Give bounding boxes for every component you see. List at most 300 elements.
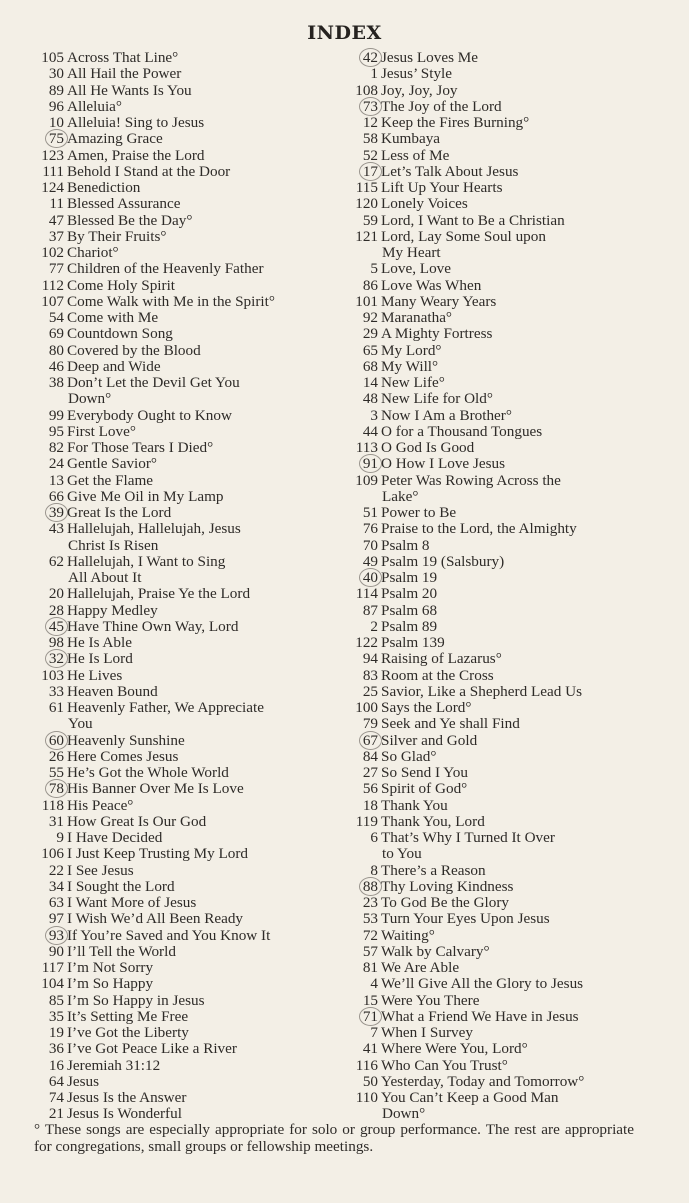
hymn-number-text: 103 [41, 666, 64, 684]
hymn-number [20, 245, 67, 261]
hymn-number-text: 121 [355, 227, 378, 245]
index-entry [334, 83, 664, 99]
hymn-number [334, 993, 381, 1009]
index-entry [334, 196, 664, 212]
hymn-number-text: 78 [45, 779, 68, 798]
index-entry [20, 180, 338, 196]
hymn-number-text: 13 [48, 471, 64, 489]
hymn-number-text: 21 [48, 1105, 64, 1123]
hymn-title: Alleluia! Sing to Jesus [67, 114, 205, 131]
hymn-number-text: 63 [48, 894, 64, 911]
index-entry [334, 50, 664, 66]
hymn-number-text: 70 [362, 536, 378, 554]
index-entry [20, 1025, 338, 1041]
index-entry [334, 798, 664, 814]
index-entry [334, 66, 664, 82]
hymn-number-text: 22 [48, 861, 64, 879]
hymn-title: Jesus Is the Answer [67, 1089, 187, 1106]
hymn-number [20, 944, 67, 960]
index-entry [20, 1058, 338, 1074]
hymn-number-circled [20, 131, 67, 147]
hymn-title: Jesus [67, 1072, 100, 1090]
hymn-number-text: 81 [362, 959, 378, 976]
hymn-title: Alleluia° [67, 97, 122, 115]
hymn-number-text: 90 [48, 942, 64, 960]
hymn-number [334, 1074, 381, 1090]
hymn-number-text: 25 [362, 682, 378, 700]
hymn-title: Kumbaya [381, 130, 441, 148]
hymn-number [334, 1025, 381, 1041]
hymn-number [20, 326, 67, 342]
index-entry [334, 326, 664, 342]
hymn-number-circled [20, 505, 67, 521]
hymn-number-text: 46 [48, 357, 64, 375]
hymn-number-text: 18 [362, 796, 378, 814]
hymn-number-text: 7 [370, 1024, 378, 1041]
hymn-number [20, 1074, 67, 1090]
index-entry [20, 343, 338, 359]
hymn-number-text: 74 [48, 1089, 64, 1106]
index-entry [334, 570, 664, 586]
hymn-number-text: 122 [355, 634, 378, 651]
hymn-number-circled [20, 733, 67, 749]
hymn-number-text: 31 [48, 812, 64, 830]
hymn-number [334, 148, 381, 164]
hymn-title: Many Weary Years [381, 292, 497, 310]
hymn-number [334, 684, 381, 700]
index-entry [334, 765, 664, 781]
hymn-title: Silver and Gold [381, 731, 478, 749]
hymn-number [20, 960, 67, 976]
hymn-title: I’ve Got the Liberty [67, 1024, 189, 1041]
hymn-number-text: 91 [359, 454, 382, 473]
index-entry [334, 586, 664, 602]
hymn-number [20, 229, 67, 245]
hymn-number [334, 651, 381, 667]
hymn-title: Psalm 19 [381, 569, 438, 586]
hymn-title: Blessed Be the Day° [67, 211, 193, 229]
index-entry [334, 1058, 664, 1074]
hymn-title: So Send I You [381, 764, 468, 781]
hymn-title: I Have Decided [67, 829, 163, 846]
hymn-number-text: 15 [362, 991, 378, 1009]
hymn-number [334, 326, 381, 342]
hymn-number-text: 123 [41, 146, 64, 164]
hymn-title: I’m So Happy [67, 975, 154, 993]
index-entry [334, 310, 664, 326]
hymn-title: Jesus Loves Me [381, 49, 479, 66]
hymn-number-text: 79 [362, 715, 378, 733]
index-entry [334, 716, 664, 732]
index-entry [334, 976, 664, 992]
hymn-title: Covered by the Blood [67, 341, 201, 359]
hymn-title: Come Walk with Me in the Spirit° [67, 292, 275, 310]
index-entry [20, 911, 338, 927]
hymn-number [20, 749, 67, 765]
hymn-number [20, 408, 67, 424]
hymn-number-circled [20, 928, 67, 944]
index-entry [20, 66, 338, 82]
index-entry [334, 733, 664, 749]
hymn-number-text: 108 [355, 81, 378, 99]
hymn-number-text: 32 [45, 649, 68, 668]
hymn-number-text: 14 [362, 374, 378, 391]
hymn-number [20, 424, 67, 440]
index-entry [334, 993, 664, 1009]
index-entry [20, 115, 338, 131]
index-entry [20, 603, 338, 619]
index-entry [20, 213, 338, 229]
hymn-title: Here Comes Jesus [67, 747, 179, 765]
hymn-title-continuation: Christ Is Risen [68, 536, 159, 554]
index-entry [20, 375, 338, 391]
index-entry [334, 148, 664, 164]
hymn-title: Psalm 19 (Salsbury) [381, 552, 505, 570]
hymn-title: Love Was When [381, 276, 482, 294]
index-entry [20, 326, 338, 342]
hymn-title: I’m So Happy in Jesus [67, 991, 205, 1009]
hymn-title: I Sought the Lord [67, 877, 175, 895]
hymn-title: Maranatha° [381, 309, 453, 326]
index-entry [334, 473, 664, 489]
hymn-number-text: 34 [48, 877, 64, 895]
hymn-number-text: 84 [362, 747, 378, 765]
hymn-number [334, 668, 381, 684]
hymn-title: I Want More of Jesus [67, 894, 197, 911]
hymn-number [20, 99, 67, 115]
hymn-number-text: 36 [48, 1040, 64, 1058]
hymn-number [334, 505, 381, 521]
index-entry [20, 229, 338, 245]
hymn-number-text: 52 [362, 146, 378, 164]
index-entry [334, 261, 664, 277]
hymn-number-text: 50 [362, 1072, 378, 1090]
hymn-title: That’s Why I Turned It Over [381, 829, 555, 846]
index-entry [20, 814, 338, 830]
hymn-title: Behold I Stand at the Door [67, 162, 231, 180]
index-entry [20, 131, 338, 147]
index-entry [334, 603, 664, 619]
index-entry [334, 684, 664, 700]
index-entry [334, 619, 664, 635]
index-entry [20, 408, 338, 424]
hymn-number [334, 375, 381, 391]
index-entry [20, 50, 338, 66]
index-entry [334, 814, 664, 830]
hymn-number-text: 42 [359, 48, 382, 67]
hymn-title: Across That Line° [67, 49, 179, 66]
hymn-title: I’ll Tell the World [67, 942, 176, 960]
index-entry [334, 440, 664, 456]
hymn-title: Psalm 20 [381, 585, 438, 603]
hymn-number [334, 180, 381, 196]
hymn-number-text: 30 [48, 65, 64, 83]
index-entry [334, 521, 664, 537]
hymn-number [20, 798, 67, 814]
index-entry [20, 928, 338, 944]
index-entry [334, 229, 664, 245]
index-entry [334, 391, 664, 407]
hymn-number [334, 944, 381, 960]
hymn-number-text: 56 [362, 780, 378, 798]
hymn-title-continuation: Lake° [382, 487, 419, 505]
index-entry [20, 196, 338, 212]
hymn-title: Come Holy Spirit [67, 276, 176, 294]
index-entry [20, 278, 338, 294]
hymn-number [334, 1041, 381, 1057]
hymn-number [20, 603, 67, 619]
hymn-title: Deep and Wide [67, 357, 161, 375]
hymn-number-text: 118 [41, 796, 64, 814]
index-entry [20, 619, 338, 635]
hymn-title: Keep the Fires Burning° [381, 114, 530, 131]
hymn-title-continuation: Down° [68, 390, 112, 408]
hymn-number-text: 82 [48, 439, 64, 456]
hymn-title: Praise to the Lord, the Almighty [381, 520, 577, 538]
index-entry [20, 489, 338, 505]
hymn-title: O for a Thousand Tongues [381, 422, 543, 440]
index-entry [20, 1090, 338, 1106]
hymn-number [334, 863, 381, 879]
hymn-number [334, 586, 381, 602]
hymn-title: Children of the Heavenly Father [67, 260, 264, 278]
hymn-title: Let’s Talk About Jesus [381, 162, 519, 180]
hymn-number [20, 473, 67, 489]
hymn-number [334, 619, 381, 635]
hymn-title: New Life° [381, 374, 445, 391]
hymn-title: To God Be the Glory [381, 894, 510, 911]
index-entry [334, 1041, 664, 1057]
hymn-number [20, 521, 67, 537]
hymn-title: For Those Tears I Died° [67, 439, 214, 456]
hymn-number [334, 408, 381, 424]
hymn-number [20, 343, 67, 359]
hymn-title: He’s Got the Whole World [67, 764, 229, 781]
hymn-number [334, 131, 381, 147]
hymn-number-text: 53 [362, 910, 378, 928]
index-entry [334, 944, 664, 960]
hymn-title: Psalm 8 [381, 536, 430, 554]
hymn-number [20, 554, 67, 570]
hymn-title: Says the Lord° [381, 699, 472, 716]
hymn-title: He Lives [67, 666, 123, 684]
hymn-number-text: 106 [41, 845, 64, 863]
hymn-number-text: 97 [48, 910, 64, 928]
index-entry [20, 765, 338, 781]
hymn-number-text: 8 [370, 861, 378, 879]
index-entry [334, 1009, 664, 1025]
hymn-title: I Just Keep Trusting My Lord [67, 845, 248, 863]
hymn-title: All He Wants Is You [67, 81, 192, 99]
index-entry [334, 131, 664, 147]
hymn-number-text: 98 [48, 634, 64, 651]
hymn-number-text: 28 [48, 601, 64, 619]
hymn-number-circled [334, 164, 381, 180]
hymn-number [334, 1090, 381, 1106]
index-entry [20, 668, 338, 684]
hymn-number-circled [334, 879, 381, 895]
hymn-title: Walk by Calvary° [381, 942, 490, 960]
hymn-number [20, 50, 67, 66]
hymn-number [20, 846, 67, 862]
hymn-number-text: 61 [48, 699, 64, 716]
hymn-number [20, 164, 67, 180]
index-entry [20, 359, 338, 375]
index-entry [334, 424, 664, 440]
hymn-title: Countdown Song [67, 325, 173, 343]
index-entry [334, 1025, 664, 1041]
index-entry [334, 408, 664, 424]
hymn-title: Lord, Lay Some Soul upon [381, 227, 546, 245]
hymn-title: The Joy of the Lord [381, 97, 502, 115]
hymn-number [334, 928, 381, 944]
hymn-number [334, 310, 381, 326]
index-entry [334, 1074, 664, 1090]
hymn-title: Jesus Is Wonderful [67, 1105, 182, 1123]
hymn-title: Thank You, Lord [381, 812, 485, 830]
hymn-number-text: 73 [359, 97, 382, 116]
hymn-number [334, 895, 381, 911]
index-entry [20, 895, 338, 911]
hymn-number [20, 261, 67, 277]
hymn-number-text: 9 [56, 829, 64, 846]
hymn-number-text: 27 [362, 764, 378, 781]
hymn-title: Psalm 68 [381, 601, 438, 619]
hymn-title: If You’re Saved and You Know It [67, 926, 271, 944]
hymn-number-circled [334, 1009, 381, 1025]
hymn-title: Raising of Lazarus° [381, 650, 502, 668]
hymn-number-circled [334, 50, 381, 66]
hymn-number-text: 2 [370, 617, 378, 635]
index-entry [20, 781, 338, 797]
hymn-title-continuation: to You [382, 845, 422, 863]
hymn-number-text: 87 [362, 601, 378, 619]
hymn-title: I Wish We’d All Been Ready [67, 910, 244, 928]
hymn-title: How Great Is Our God [67, 812, 207, 830]
hymn-number-text: 89 [48, 81, 64, 99]
index-entry [20, 684, 338, 700]
hymn-number [334, 294, 381, 310]
hymn-title: There’s a Reason [381, 861, 486, 879]
hymn-number-text: 113 [355, 439, 378, 456]
hymn-number-text: 68 [362, 357, 378, 375]
hymn-number [334, 814, 381, 830]
hymn-number-text: 41 [362, 1040, 378, 1058]
hymn-number-text: 124 [41, 179, 64, 196]
hymn-title: Savior, Like a Shepherd Lead Us [381, 682, 582, 700]
hymn-title: Jeremiah 31:12 [67, 1056, 161, 1074]
hymn-number-text: 59 [362, 211, 378, 229]
index-entry [20, 1041, 338, 1057]
hymn-number [20, 895, 67, 911]
hymn-number [20, 278, 67, 294]
hymn-number [20, 814, 67, 830]
index-entry [20, 846, 338, 862]
index-entry [20, 635, 338, 651]
hymn-number [334, 830, 381, 846]
hymn-number-circled [334, 570, 381, 586]
index-entry [20, 976, 338, 992]
hymn-number [334, 83, 381, 99]
hymn-number-text: 65 [362, 341, 378, 359]
index-entry [334, 278, 664, 294]
hymn-title: A Mighty Fortress [381, 325, 493, 343]
index-column-right [334, 50, 664, 1123]
index-entry [20, 456, 338, 472]
hymn-title: I See Jesus [67, 861, 134, 879]
hymn-number [20, 830, 67, 846]
index-entry [20, 651, 338, 667]
hymn-title: Hallelujah, Hallelujah, Jesus [67, 520, 241, 538]
hymn-number-circled [20, 781, 67, 797]
index-entry [334, 505, 664, 521]
hymn-title: Peter Was Rowing Across the [381, 471, 561, 489]
index-entry [334, 700, 664, 716]
hymn-number-text: 24 [48, 455, 64, 473]
hymn-title: Lift Up Your Hearts [381, 179, 503, 196]
hymn-number [334, 603, 381, 619]
index-entry [20, 245, 338, 261]
hymn-title: Get the Flame [67, 471, 154, 489]
hymn-number-text: 38 [48, 374, 64, 391]
hymn-number-text: 75 [45, 129, 68, 148]
hymn-number-text: 45 [45, 617, 68, 636]
hymn-number-text: 23 [362, 894, 378, 911]
hymn-number [20, 911, 67, 927]
hymn-number [334, 359, 381, 375]
hymn-number [334, 798, 381, 814]
hymn-number [20, 993, 67, 1009]
hymn-number-circled [334, 99, 381, 115]
hymn-number [334, 976, 381, 992]
hymn-title: When I Survey [381, 1024, 473, 1041]
hymn-number [334, 521, 381, 537]
hymn-title: I’ve Got Peace Like a River [67, 1040, 237, 1058]
index-entry [20, 294, 338, 310]
hymn-title: Now I Am a Brother° [381, 406, 512, 424]
hymn-number-text: 104 [41, 975, 64, 993]
hymn-number-text: 62 [48, 552, 64, 570]
hymn-number [334, 278, 381, 294]
hymn-number-text: 105 [41, 49, 64, 66]
index-entry [334, 375, 664, 391]
hymn-number-text: 66 [48, 487, 64, 505]
index-entry [334, 115, 664, 131]
hymn-number [20, 976, 67, 992]
hymn-title: Waiting° [381, 926, 435, 944]
hymn-number-text: 76 [362, 520, 378, 538]
hymn-number [334, 538, 381, 554]
hymn-number [334, 115, 381, 131]
hymn-number [334, 473, 381, 489]
hymn-number-text: 100 [355, 699, 378, 716]
hymn-title: His Peace° [67, 796, 134, 814]
index-entry [334, 164, 664, 180]
hymn-number-text: 85 [48, 991, 64, 1009]
index-entry [334, 651, 664, 667]
index-entry [334, 213, 664, 229]
hymn-number [334, 424, 381, 440]
hymn-number-text: 43 [48, 520, 64, 538]
index-entry [20, 554, 338, 570]
hymn-title: Amazing Grace [67, 130, 163, 148]
index-entry [334, 1090, 664, 1106]
hymn-title: O God Is Good [381, 439, 475, 456]
hymn-number-text: 10 [48, 114, 64, 131]
hymn-number [20, 294, 67, 310]
index-entry [20, 261, 338, 277]
index-entry [20, 83, 338, 99]
